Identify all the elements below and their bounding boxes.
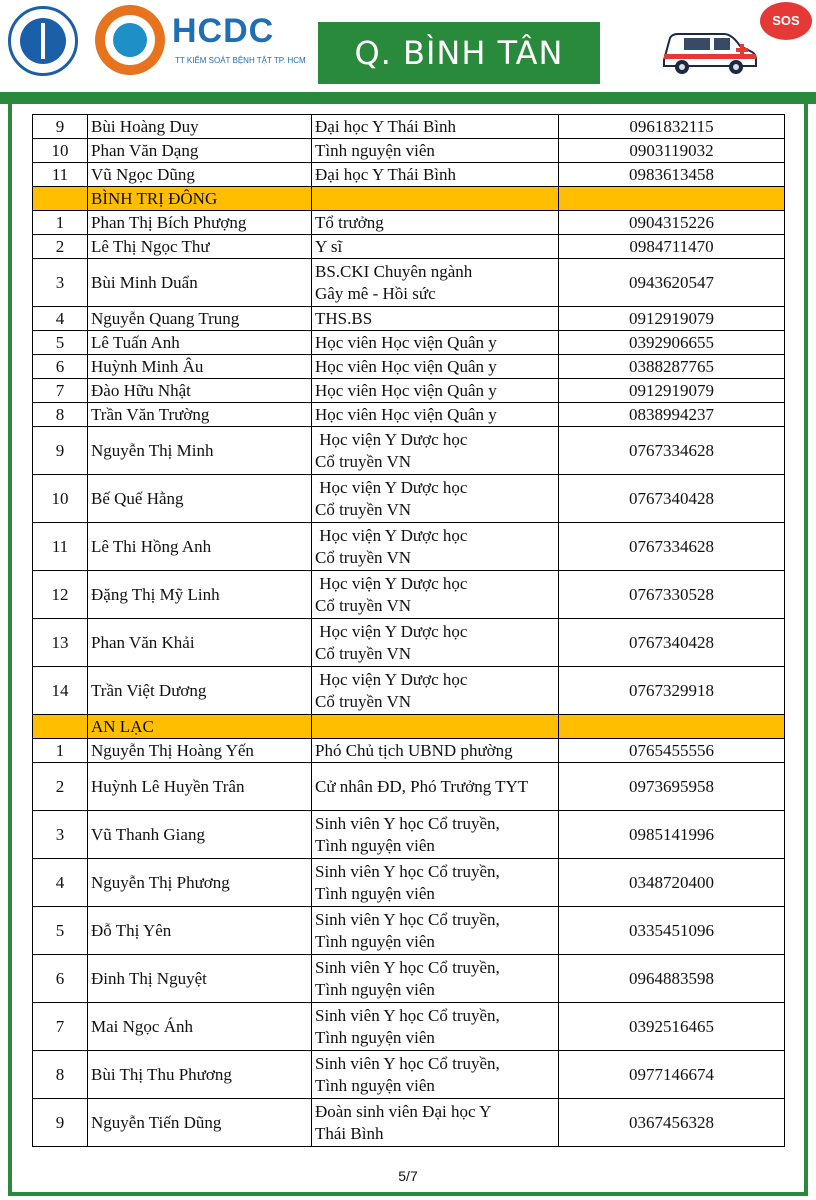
role-line: Học viên Học viện Quân y [315, 404, 497, 424]
phone-number: 0388287765 [559, 355, 785, 379]
table-row [33, 1051, 785, 1099]
person-role [312, 907, 559, 955]
section-blank-cell [33, 715, 88, 739]
role-line: Tình nguyện viên [315, 1075, 435, 1095]
section-title: BÌNH TRỊ ĐÔNG [88, 187, 312, 211]
person-name: Vũ Ngọc Dũng [88, 163, 312, 187]
table-row [33, 475, 785, 523]
ambulance-icon [660, 30, 758, 76]
district-title: Q. BÌNH TÂN [318, 22, 600, 84]
phone-number: 0367456328 [559, 1099, 785, 1147]
role-line: Học viện Y Dược học [315, 429, 468, 449]
row-number: 10 [33, 139, 88, 163]
table-row [33, 739, 785, 763]
person-role [312, 259, 559, 307]
person-name: Lê Thi Hồng Anh [88, 523, 312, 571]
person-role [312, 139, 559, 163]
person-role [312, 235, 559, 259]
row-number: 9 [33, 115, 88, 139]
table-row [33, 859, 785, 907]
person-name: Đào Hữu Nhật [88, 379, 312, 403]
phone-number: 0767340428 [559, 475, 785, 523]
table-row [33, 523, 785, 571]
role-line: Học viện Y Dược học [315, 669, 468, 689]
row-number: 12 [33, 571, 88, 619]
phone-number: 0348720400 [559, 859, 785, 907]
role-line: Sinh viên Y học Cổ truyền, [315, 1005, 500, 1025]
person-role [312, 811, 559, 859]
section-title: AN LẠC [88, 715, 312, 739]
person-name: Bùi Minh Duẩn [88, 259, 312, 307]
ministry-seal-logo [8, 6, 78, 76]
table-row [33, 667, 785, 715]
row-number: 11 [33, 163, 88, 187]
phone-number: 0767330528 [559, 571, 785, 619]
person-name: Phan Thị Bích Phượng [88, 211, 312, 235]
section-blank-cell [33, 187, 88, 211]
table-row [33, 571, 785, 619]
role-line: Y sĩ [315, 236, 343, 256]
person-name: Đinh Thị Nguyệt [88, 955, 312, 1003]
role-line: THS.BS [315, 308, 373, 328]
section-blank-cell [312, 715, 559, 739]
person-name: Phan Văn Khải [88, 619, 312, 667]
role-line: Gây mê - Hồi sức [315, 283, 436, 303]
phone-number: 0767334628 [559, 523, 785, 571]
person-name: Lê Tuấn Anh [88, 331, 312, 355]
phone-number: 0961832115 [559, 115, 785, 139]
table-row [33, 331, 785, 355]
row-number: 5 [33, 907, 88, 955]
table-row [33, 115, 785, 139]
row-number: 3 [33, 259, 88, 307]
role-line: Học viên Học viện Quân y [315, 380, 497, 400]
row-number: 6 [33, 955, 88, 1003]
table-row [33, 235, 785, 259]
person-name: Vũ Thanh Giang [88, 811, 312, 859]
role-line: Học viên Học viện Quân y [315, 332, 497, 352]
phone-number: 0973695958 [559, 763, 785, 811]
role-line: Cử nhân ĐD, Phó Trưởng TYT [315, 776, 529, 796]
header-divider [0, 92, 816, 104]
person-name: Huỳnh Lê Huyền Trân [88, 763, 312, 811]
person-name: Trần Việt Dương [88, 667, 312, 715]
table-row [33, 619, 785, 667]
role-line: Tình nguyện viên [315, 835, 435, 855]
sos-badge: SOS [760, 2, 812, 40]
person-role [312, 667, 559, 715]
row-number: 5 [33, 331, 88, 355]
section-blank-cell [559, 715, 785, 739]
phone-number: 0903119032 [559, 139, 785, 163]
row-number: 4 [33, 859, 88, 907]
phone-number: 0335451096 [559, 907, 785, 955]
role-line: BS.CKI Chuyên ngành [315, 261, 473, 281]
person-role [312, 523, 559, 571]
table-row [33, 427, 785, 475]
role-line: Đại học Y Thái Bình [315, 164, 457, 184]
person-name: Phan Văn Dạng [88, 139, 312, 163]
table-row [33, 355, 785, 379]
table-row [33, 1099, 785, 1147]
caduceus-icon [41, 23, 45, 59]
role-line: Sinh viên Y học Cổ truyền, [315, 861, 500, 881]
person-role [312, 1051, 559, 1099]
role-line: Tình nguyện viên [315, 1027, 435, 1047]
phone-number: 0985141996 [559, 811, 785, 859]
row-number: 14 [33, 667, 88, 715]
row-number: 4 [33, 307, 88, 331]
table-row [33, 307, 785, 331]
phone-number: 0983613458 [559, 163, 785, 187]
role-line: Tình nguyện viên [315, 979, 435, 999]
role-line: Phó Chủ tịch UBND phường [315, 740, 513, 760]
row-number: 9 [33, 1099, 88, 1147]
table-row [33, 403, 785, 427]
person-role [312, 763, 559, 811]
person-role [312, 955, 559, 1003]
role-line: Học viên Học viện Quân y [315, 356, 497, 376]
person-role [312, 1099, 559, 1147]
table-row [33, 211, 785, 235]
person-name: Lê Thị Ngọc Thư [88, 235, 312, 259]
page-header [0, 0, 816, 92]
role-line: Học viện Y Dược học [315, 525, 468, 545]
table-row [33, 955, 785, 1003]
person-name: Nguyễn Thị Phương [88, 859, 312, 907]
page-number: 5/7 [398, 1168, 418, 1184]
person-role [312, 475, 559, 523]
person-role [312, 859, 559, 907]
role-line: Cổ truyền VN [315, 547, 412, 567]
person-name: Nguyễn Tiến Dũng [88, 1099, 312, 1147]
person-role [312, 331, 559, 355]
table-row [33, 379, 785, 403]
role-line: Cổ truyền VN [315, 595, 412, 615]
table-row [33, 139, 785, 163]
person-name: Mai Ngọc Ánh [88, 1003, 312, 1051]
person-role [312, 115, 559, 139]
row-number: 8 [33, 403, 88, 427]
row-number: 2 [33, 763, 88, 811]
role-line: Cổ truyền VN [315, 499, 412, 519]
row-number: 2 [33, 235, 88, 259]
phone-number: 0767340428 [559, 619, 785, 667]
table-row [33, 163, 785, 187]
table-row [33, 1003, 785, 1051]
person-role [312, 379, 559, 403]
row-number: 1 [33, 211, 88, 235]
role-line: Sinh viên Y học Cổ truyền, [315, 813, 500, 833]
person-name: Bế Quế Hằng [88, 475, 312, 523]
section-blank-cell [312, 187, 559, 211]
phone-number: 0767334628 [559, 427, 785, 475]
org-tagline: TT KIỂM SOÁT BỆNH TẬT TP. HCM [175, 56, 306, 65]
section-header-row [33, 187, 785, 211]
row-number: 11 [33, 523, 88, 571]
role-line: Cổ truyền VN [315, 691, 412, 711]
role-line: Học viện Y Dược học [315, 621, 468, 641]
role-line: Tình nguyện viên [315, 931, 435, 951]
phone-number: 0912919079 [559, 307, 785, 331]
table-row [33, 259, 785, 307]
person-role [312, 571, 559, 619]
section-header-row [33, 715, 785, 739]
person-name: Đặng Thị Mỹ Linh [88, 571, 312, 619]
phone-number: 0767329918 [559, 667, 785, 715]
person-name: Nguyễn Quang Trung [88, 307, 312, 331]
person-name: Nguyễn Thị Minh [88, 427, 312, 475]
role-line: Học viện Y Dược học [315, 477, 468, 497]
person-role [312, 427, 559, 475]
row-number: 13 [33, 619, 88, 667]
phone-number: 0943620547 [559, 259, 785, 307]
phone-number: 0838994237 [559, 403, 785, 427]
phone-number: 0964883598 [559, 955, 785, 1003]
table-row [33, 811, 785, 859]
row-number: 7 [33, 379, 88, 403]
section-blank-cell [559, 187, 785, 211]
phone-number: 0904315226 [559, 211, 785, 235]
person-role [312, 739, 559, 763]
role-line: Tình nguyện viên [315, 883, 435, 903]
role-line: Đại học Y Thái Bình [315, 116, 457, 136]
role-line: Sinh viên Y học Cổ truyền, [315, 957, 500, 977]
role-line: Đoàn sinh viên Đại học Y [315, 1101, 492, 1121]
person-name: Đỗ Thị Yên [88, 907, 312, 955]
table-row [33, 763, 785, 811]
person-role [312, 355, 559, 379]
row-number: 8 [33, 1051, 88, 1099]
person-role [312, 1003, 559, 1051]
role-line: Cổ truyền VN [315, 643, 412, 663]
row-number: 9 [33, 427, 88, 475]
role-line: Sinh viên Y học Cổ truyền, [315, 1053, 500, 1073]
row-number: 10 [33, 475, 88, 523]
person-name: Bùi Hoàng Duy [88, 115, 312, 139]
role-line: Thái Bình [315, 1123, 384, 1143]
person-name: Trần Văn Trường [88, 403, 312, 427]
row-number: 3 [33, 811, 88, 859]
role-line: Sinh viên Y học Cổ truyền, [315, 909, 500, 929]
person-name: Bùi Thị Thu Phương [88, 1051, 312, 1099]
person-name: Huỳnh Minh Âu [88, 355, 312, 379]
phone-number: 0977146674 [559, 1051, 785, 1099]
person-role [312, 163, 559, 187]
person-role [312, 403, 559, 427]
person-name: Nguyễn Thị Hoàng Yến [88, 739, 312, 763]
role-line: Tổ trưởng [315, 212, 384, 232]
row-number: 6 [33, 355, 88, 379]
role-line: Cổ truyền VN [315, 451, 412, 471]
phone-number: 0984711470 [559, 235, 785, 259]
row-number: 1 [33, 739, 88, 763]
phone-number: 0392906655 [559, 331, 785, 355]
volunteer-roster-table [32, 114, 785, 1147]
role-line: Học viện Y Dược học [315, 573, 468, 593]
phone-number: 0912919079 [559, 379, 785, 403]
person-role [312, 619, 559, 667]
phone-number: 0392516465 [559, 1003, 785, 1051]
person-role [312, 307, 559, 331]
hcdc-emblem-logo [95, 5, 165, 75]
person-role [312, 211, 559, 235]
row-number: 7 [33, 1003, 88, 1051]
org-name: HCDC [172, 12, 275, 50]
table-row [33, 907, 785, 955]
phone-number: 0765455556 [559, 739, 785, 763]
role-line: Tình nguyện viên [315, 140, 435, 160]
